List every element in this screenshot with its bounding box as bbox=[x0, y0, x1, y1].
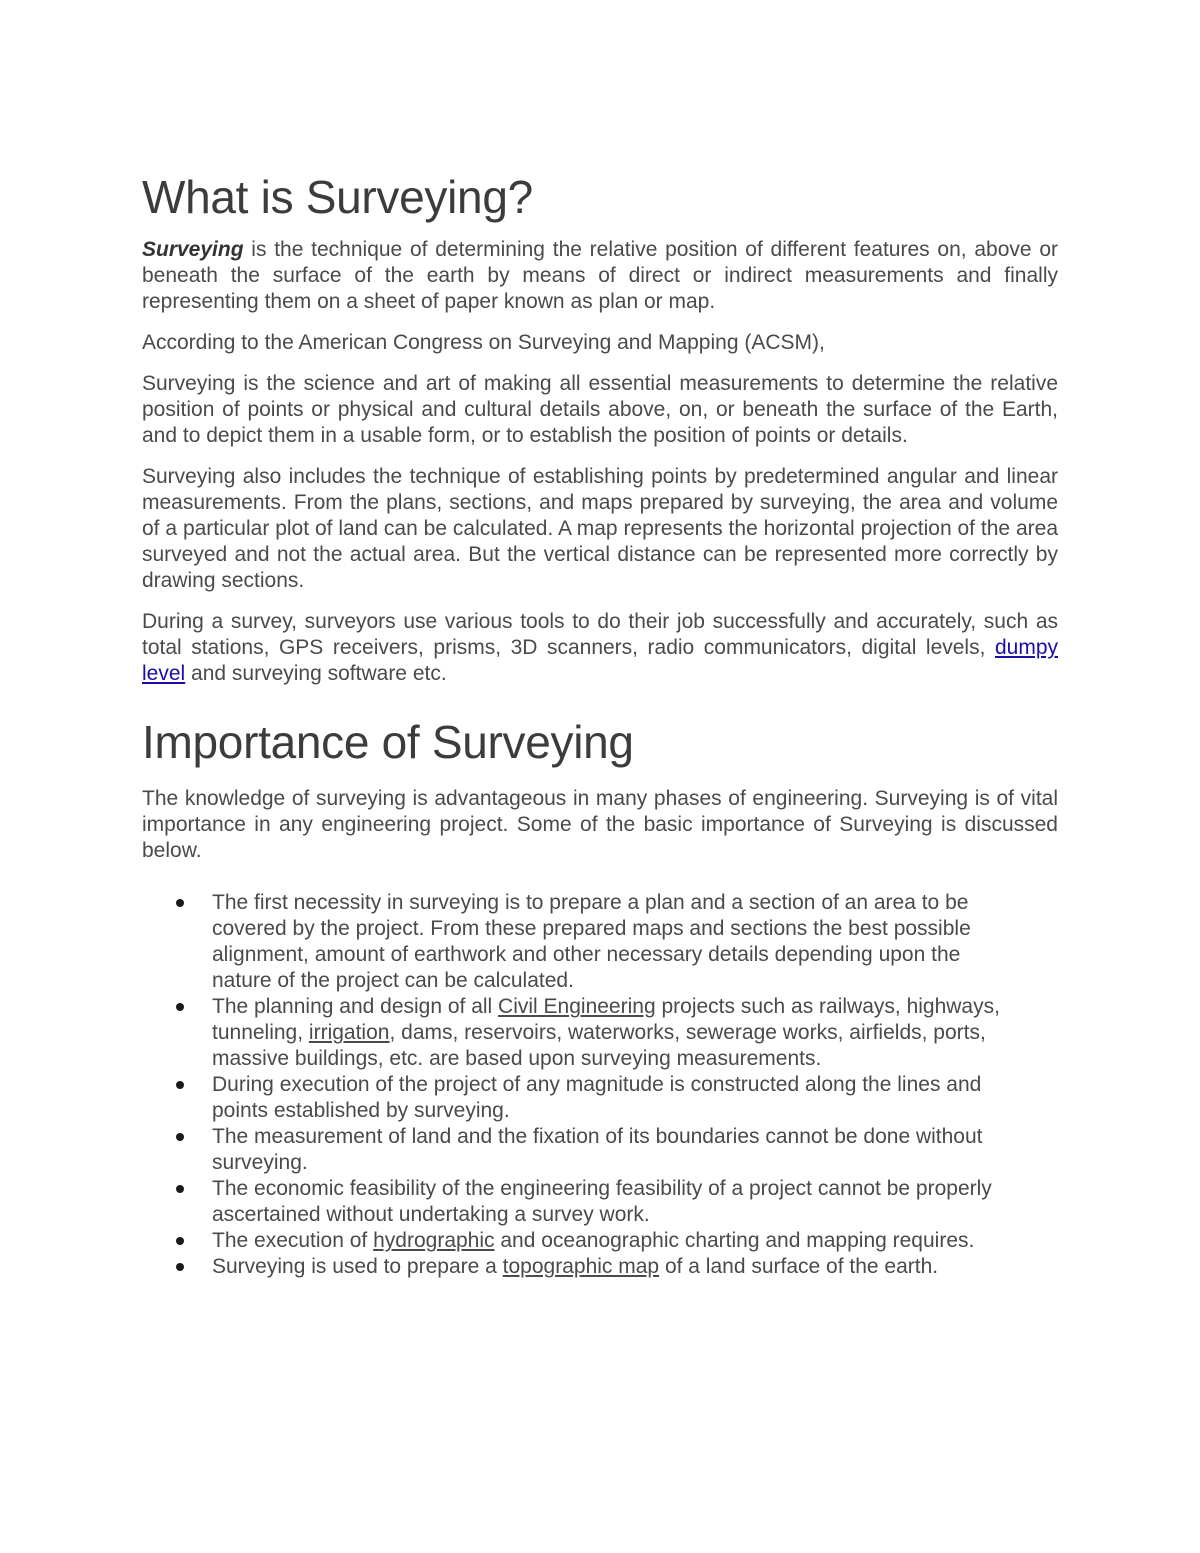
hydrographic-link[interactable]: hydrographic bbox=[373, 1229, 495, 1253]
list-item-text-b: and oceanographic charting and mapping requires. bbox=[494, 1229, 975, 1253]
dumpy-level-link[interactable]: dumpy level bbox=[142, 636, 1058, 686]
list-item bbox=[142, 994, 1002, 1072]
list-item-text-b: of a land surface of the earth. bbox=[659, 1255, 939, 1279]
importance-list bbox=[142, 890, 1058, 1280]
document-page bbox=[142, 170, 1058, 1280]
definition-text: is the technique of determining the relative position of different features on, above or beneath the surface of the earth by means of direct or indirect measurements and finally representing them on a sheet of paper known as plan or map. bbox=[142, 238, 1058, 314]
heading-what-is-surveying: What is Surveying? bbox=[142, 171, 533, 223]
techniques-paragraph: Surveying also includes the technique of establishing points by predetermined angular and linear measurements. From the plans, sections, and maps prepared by surveying, the area and volume of a particular plot of land can be calculated. A map represents the horizontal projection of the area surveyed and not the actual area. But the vertical distance can be represented more correctly by drawing sections. bbox=[142, 465, 1058, 593]
list-item-text: The first necessity in surveying is to prepare a plan and a section of an area to be covered by the project. From these prepared maps and sections the best possible alignment, amount of earthwork and other necessary details depending upon the nature of the project can be calculated. bbox=[212, 891, 971, 993]
list-item-text-a: Surveying is used to prepare a bbox=[212, 1255, 503, 1279]
list-item-text-c: , dams, reservoirs, waterworks, sewerage works, airfields, ports, massive buildings, etc. are based upon surveying measurements. bbox=[212, 1021, 986, 1071]
list-item-text: The economic feasibility of the engineering feasibility of a project cannot be properly ascertained without undertaking a survey work. bbox=[212, 1177, 992, 1227]
definition-paragraph bbox=[142, 237, 1058, 315]
topographic-map-link[interactable]: topographic map bbox=[502, 1255, 660, 1279]
tools-paragraph bbox=[142, 609, 1058, 687]
acsm-definition-paragraph: Surveying is the science and art of making all essential measurements to determine the relative position of points or physical and cultural details above, on, or beneath the surface of the Earth, and to depict them in a usable form, or to establish the position of points or details. bbox=[142, 372, 1058, 448]
acsm-intro-paragraph: According to the American Congress on Surveying and Mapping (ACSM), bbox=[142, 331, 825, 355]
list-item bbox=[142, 1124, 1002, 1176]
bullet-icon bbox=[176, 1003, 184, 1011]
list-item-text: During execution of the project of any magnitude is constructed along the lines and points established by surveying. bbox=[212, 1073, 982, 1123]
bullet-icon bbox=[176, 1081, 184, 1089]
bullet-icon bbox=[176, 899, 184, 907]
list-item-text: The measurement of land and the fixation of its boundaries cannot be done without surveying. bbox=[212, 1125, 983, 1175]
list-item-text-a: The planning and design of all bbox=[212, 995, 499, 1019]
importance-intro-paragraph: The knowledge of surveying is advantageous in many phases of engineering. Surveying is of vital importance in any engineering project. Some of the basic importance of Surveying is discussed below. bbox=[142, 787, 1058, 863]
list-item-text-a: The execution of bbox=[212, 1229, 374, 1253]
list-item-text-b: projects such as railways, highways, tunneling, bbox=[212, 995, 1000, 1045]
bullet-icon bbox=[176, 1263, 184, 1271]
list-item bbox=[142, 1254, 1002, 1280]
list-item bbox=[142, 1228, 1002, 1254]
surveying-term: Surveying bbox=[142, 238, 244, 262]
heading-importance-of-surveying: Importance of Surveying bbox=[142, 716, 634, 769]
civil-engineering-link[interactable]: Civil Engineering bbox=[498, 995, 656, 1019]
bullet-icon bbox=[176, 1133, 184, 1141]
list-item bbox=[142, 1072, 1002, 1124]
irrigation-link[interactable]: irrigation bbox=[308, 1021, 390, 1045]
list-item bbox=[142, 1176, 1002, 1228]
bullet-icon bbox=[176, 1237, 184, 1245]
bullet-icon bbox=[176, 1185, 184, 1193]
list-item bbox=[142, 890, 1002, 994]
tools-text-before: During a survey, surveyors use various tools to do their job successfully and accurately, such as total stations, GPS receivers, prisms, 3D scanners, radio communicators, digital levels, bbox=[142, 610, 1058, 660]
tools-text-after: and surveying software etc. bbox=[185, 662, 447, 686]
